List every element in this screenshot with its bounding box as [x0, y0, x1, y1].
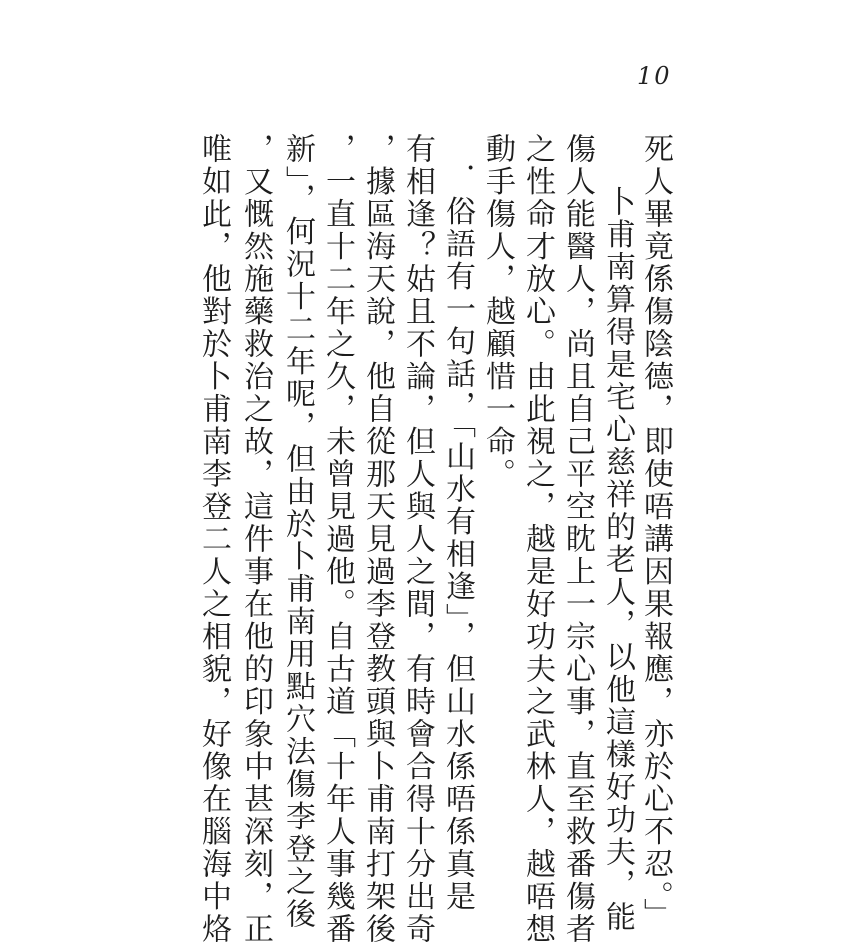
text-column-9: ，一直十二年之久，未曾見過他。自古道「十年人事幾番 [320, 133, 355, 946]
text-column-2: 卜甫南算得是宅心慈祥的老人，以他這樣好功夫，能 [600, 186, 635, 934]
text-column-5: 動手傷人，越顧惜一命。 [480, 133, 515, 491]
text-column-12: 唯如此，他對於卜甫南李登二人之相貌，好像在腦海中烙 [196, 133, 231, 946]
text-column-8: ，據區海天說，他自從那天見過李登教頭與卜甫南打架後 [360, 133, 395, 946]
text-column-4: 之性命才放心。由此視之，越是好功夫之武林人，越唔想 [520, 133, 555, 946]
text-column-7: 有相逢？姑且不論，但人與人之間，有時會合得十分出奇 [400, 133, 435, 946]
text-column-6: ．俗語有一句話，「山水有相逢」，但山水係唔係真是 [440, 163, 475, 913]
text-column-1: 死人畢竟係傷陰德，即使唔講因果報應，亦於心不忍。」 [638, 133, 673, 931]
text-column-11: ，又慨然施藥救治之故，這件事在他的印象中甚深刻，正 [238, 133, 273, 946]
text-column-10: 新」，何況十二年呢，但由於卜甫南用點穴法傷李登之後 [280, 133, 315, 931]
text-column-3: 傷人能醫人，尚且自己平空眈上一宗心事，直至救番傷者 [560, 133, 595, 946]
page-number: 10 [637, 62, 672, 90]
